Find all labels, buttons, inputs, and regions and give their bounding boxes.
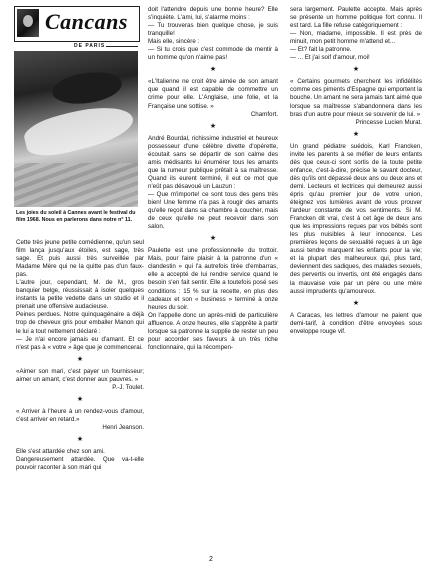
star-separator: ★ bbox=[76, 436, 84, 444]
quote: «Aimer son mari, c'est payer un fournisseur; aimer un amant, c'est donner aux pauvres. » bbox=[16, 367, 144, 383]
paragraph: — Si tu crois que c'est commode de mentir à un homme qu'on n'aime pas! bbox=[148, 46, 278, 62]
quote-author: Chamfort. bbox=[250, 110, 278, 118]
paragraph: Mais elle, sincère : bbox=[148, 38, 200, 46]
quote-author: Princesse Lucien Murat. bbox=[355, 118, 422, 126]
masthead-frame bbox=[14, 6, 140, 42]
star-separator: ★ bbox=[76, 355, 84, 363]
masthead-portrait bbox=[17, 9, 39, 37]
column-1 bbox=[16, 239, 144, 472]
paragraph: André Bourdal, richissime industriel et heureux possesseur d'une célèbre divette d'opérette, écoutait sans se départir de son calme des amis médisants lui énumérer tous les amants que la rumeur publique prêtait à sa maîtresse. Quand ils eurent terminé, il eut ce mot que n'eût pas désavoué un Lauzun : bbox=[148, 134, 278, 190]
masthead bbox=[14, 6, 138, 50]
paragraph: sera largement. Paulette accepte. Mais après se présente un homme politique fort connu. Il est tard. La fille refuse catégoriquement : bbox=[290, 6, 422, 30]
quote: «L'Italienne ne croit être aimée de son amant que quand il est capable de commettre un crime pour elle. L'Anglaise, une folie, et la Française une sottise. » bbox=[148, 78, 278, 110]
paragraph: — Et? fait la patronne. bbox=[290, 46, 352, 54]
paragraph: Paulette est une professionnelle du trottoir. Mais, pour faire plaisir à la patronne d'un « clandestin » qui l'a autrefois tirée d'embarras, elle a accepté de lui rendre service quand le besoin s'en fait sentir. Elle a toutefois posé ses conditions : 15 % sur la recette, en plus des cadeaux et son « business » terminé à onze heures du soir. bbox=[148, 247, 278, 311]
star-separator: ★ bbox=[209, 66, 217, 74]
masthead-subtitle: DE PARIS bbox=[74, 43, 106, 49]
masthead-title: Cancans bbox=[45, 9, 128, 34]
column-2 bbox=[148, 6, 278, 352]
paragraph: On l'appelle donc un après-midi de particulière affluence. A onze heures, elle s'apprête à partir lorsque sa patronne la supplie de rester un peu pour accorder ses faveurs à un très riche fonctionnaire, qui la récompen- bbox=[148, 311, 278, 351]
paragraph: Dangereusement attardée. Que va-t-elle pouvoir raconter à son mari qui bbox=[16, 456, 144, 472]
column-3 bbox=[290, 6, 422, 336]
paragraph: — ... Et j'ai soif d'amour, moi! bbox=[290, 54, 370, 62]
paragraph: doit l'attendre depuis une bonne heure? Elle s'inquiète. L'ami, lui, s'alarme moins : bbox=[148, 6, 278, 22]
photo-shape bbox=[50, 68, 123, 107]
page-number: 2 bbox=[209, 556, 213, 563]
star-separator: ★ bbox=[209, 122, 217, 130]
paragraph: — Que m'importe! ce sont tous des gens très bien! Une femme n'a pas à rougir des amants qu'elle reçoit dans sa chambre à coucher, mais de ceux qu'elle ne peut recevoir dans son salon. bbox=[148, 190, 278, 231]
paragraph: Cette très jeune petite comédienne, qu'un seul film lança jusqu'aux étoiles, est sage, très sage. Et puis aussi très surveillée par Madame Mère qui ne la quitte pas d'un faux-pas. bbox=[16, 239, 144, 279]
quote-author: Henri Jeanson. bbox=[102, 423, 144, 431]
beach-photo bbox=[14, 51, 138, 207]
quote: « Certains gourmets cherchent les infidélités comme ces piments d'Espagne qui emportent la bouche. Un amant ne sera jamais tant aimé que lorsque sa maîtresse s'abandonnera dans les bras d'un autre pour mieux se souvenir de lui. » bbox=[290, 78, 422, 118]
paragraph: — Non, madame, impossible. Il est près de minuit, mon petit homme m'attend et... bbox=[290, 30, 422, 46]
paragraph: Elle s'est attardée chez son ami. bbox=[16, 448, 105, 456]
star-separator: ★ bbox=[76, 395, 84, 403]
star-separator: ★ bbox=[352, 299, 360, 307]
photo-shape bbox=[21, 98, 137, 161]
paragraph: L'autre jour, cependant, M. de M., gros banquier belge, réussissait à isoler quelques instants la petite vedette dans un studio et il prenait une offensive audacieuse. bbox=[16, 279, 144, 311]
masthead-rule bbox=[106, 46, 138, 47]
star-separator: ★ bbox=[209, 235, 217, 243]
paragraph: — Je n'ai encore jamais eu d'amant. Et ce n'est pas à « votre » âge que je commencerai. bbox=[16, 335, 144, 351]
quote-author: P.-J. Toulet. bbox=[112, 383, 144, 391]
star-separator: ★ bbox=[352, 130, 360, 138]
paragraph: Un grand pédiatre suédois, Karl Francken, invite les parents à se méfier de leurs enfants dès que ceux-ci sont sortis de la toute petite enfance, c'est-à-dire, précise le savant docteur, dès qu'ils ont dépassé deux ans ou deux ans et demi. Lecteurs et lectrices qui demeurez aussi épris qu'au premier jour de votre union, éteignez vos lumières avant de vous prouver l'ardeur constante de vos sentiments. Si M. Francken dit vrai, c'est à cet âge de deux ans que les impressions reçues par vos bébés sont les plus nuisibles à leur innocence. Les premières leçons de sexualité reçues à un âge aussi tendre marquent les enfants pour la vie; et la plupart des malheureux qui, plus tard, deviennent des sadiques, des malades sexuels, des pervertis ou invertis, ont été engagés dans la mauvaise voie par un père ou une mère aussi imprudents qu'amoureux. bbox=[290, 142, 422, 295]
photo-caption: Les joies du soleil à Cannes avant le festival du film 1968. Nous en parlerons dans notre n° 11. bbox=[16, 210, 136, 224]
paragraph: Peines perdues. Notre quinquagénaire a déjà trop de cheveux gris pour emballer Manon qui le lui a tout nettement déclaré : bbox=[16, 311, 144, 335]
star-separator: ★ bbox=[352, 66, 360, 74]
paragraph: A Caracas, les lettres d'amour ne paient que demi-tarif, à condition d'être envoyées sous enveloppe rouge vif. bbox=[290, 311, 422, 335]
paragraph: — Tu trouveras bien quelque chose, je suis tranquille! bbox=[148, 22, 278, 38]
quote: « Arriver à l'heure à un rendez-vous d'amour, c'est arriver en retard.» bbox=[16, 407, 144, 423]
photo-shape bbox=[14, 163, 138, 207]
